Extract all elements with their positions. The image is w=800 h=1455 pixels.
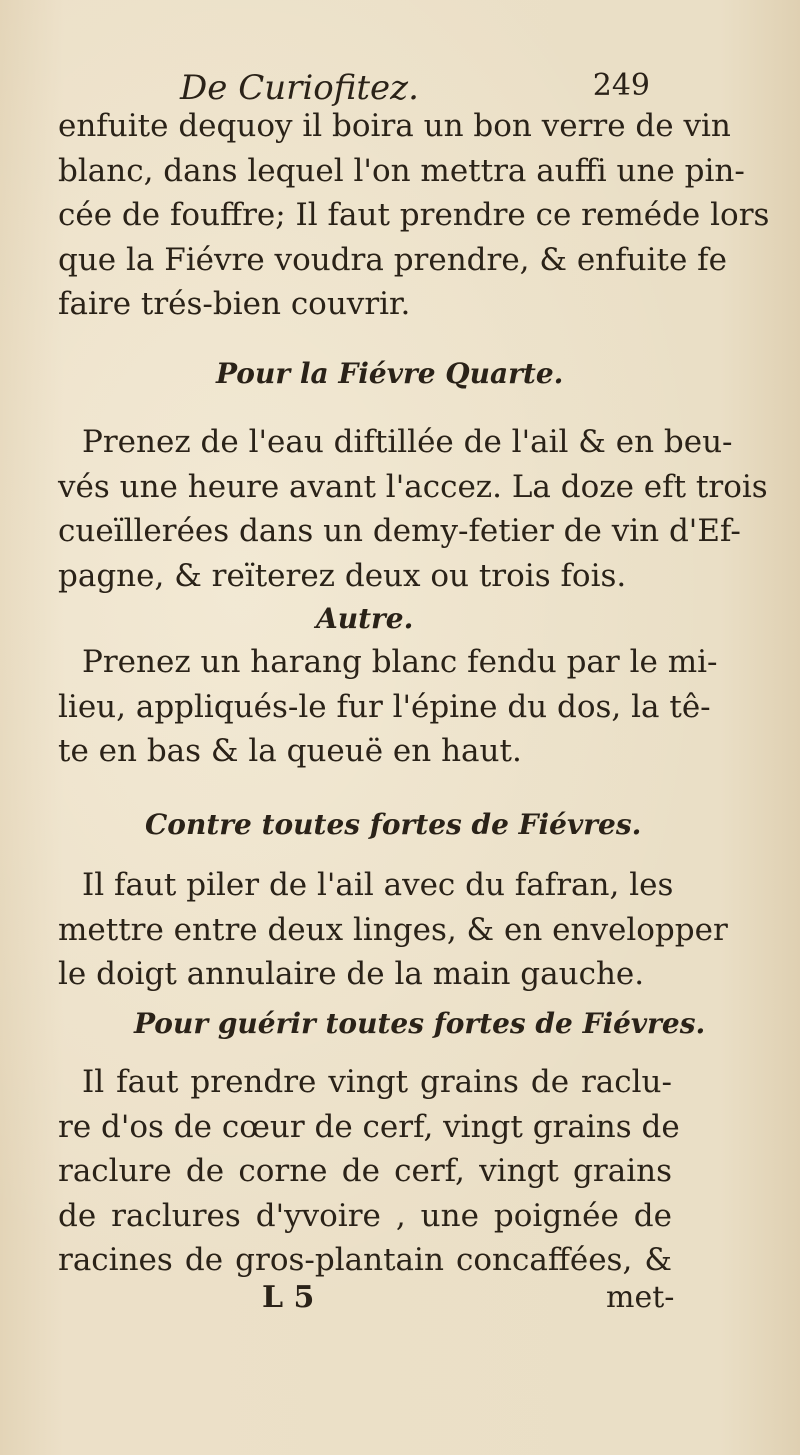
section-heading: Pour la Fiévre Quarte. bbox=[216, 357, 564, 390]
text-line: raclure de corne de cerf, vingt grains bbox=[58, 1153, 672, 1189]
text-line: blanc, dans lequel l'on mettra auffi une pin- bbox=[58, 152, 745, 189]
running-title: De Curiofitez. bbox=[180, 68, 419, 108]
catchword: met- bbox=[606, 1280, 675, 1315]
page-number: 249 bbox=[592, 68, 650, 103]
text-line: lieu, appliqués-le fur l'épine du dos, la tê- bbox=[58, 688, 711, 725]
paragraph-2 bbox=[58, 420, 768, 598]
text-line: faire trés-bien couvrir. bbox=[58, 286, 411, 322]
text-line: racines de gros-plantain concaffées, & bbox=[58, 1242, 672, 1278]
text-line: Il faut piler de l'ail avec du fafran, les bbox=[82, 867, 674, 903]
text-line: mettre entre deux linges, & en envelopper bbox=[58, 911, 728, 948]
text-line: pagne, & reïterez deux ou trois fois. bbox=[58, 557, 627, 594]
text-line: de raclures d'yvoire , une poignée de bbox=[58, 1197, 672, 1234]
text-line: cueïllerées dans un demy-fetier de vin d'Ef- bbox=[58, 513, 741, 549]
text-line: Prenez un harang blanc fendu par le mi- bbox=[82, 644, 718, 680]
signature-mark: L 5 bbox=[262, 1280, 315, 1315]
text-line: Prenez de l'eau diftillée de l'ail & en beu- bbox=[82, 424, 733, 460]
paragraph-4 bbox=[58, 863, 728, 997]
text-line: re d'os de cœur de cerf, vingt grains de bbox=[58, 1108, 680, 1145]
paragraph-3 bbox=[58, 640, 718, 774]
text-line: enfuite dequoy il boira un bon verre de vin bbox=[58, 108, 731, 144]
text-line: que la Fiévre voudra prendre, & enfuite fe bbox=[58, 241, 727, 278]
text-line: te en bas & la queuë en haut. bbox=[58, 733, 522, 769]
section-heading: Pour guérir toutes fortes de Fiévres. bbox=[134, 1007, 706, 1040]
text-line: cée de fouffre; Il faut prendre ce reméde lors bbox=[58, 197, 770, 233]
text-line: Il faut prendre vingt grains de raclu- bbox=[82, 1064, 672, 1100]
text-line: vés une heure avant l'accez. La doze eft trois bbox=[58, 468, 768, 505]
text-line: le doigt annulaire de la main gauche. bbox=[58, 956, 645, 992]
section-heading: Autre. bbox=[316, 602, 414, 635]
section-heading: Contre toutes fortes de Fiévres. bbox=[145, 808, 642, 841]
paragraph-5 bbox=[58, 1060, 680, 1283]
paragraph-1 bbox=[58, 104, 770, 327]
